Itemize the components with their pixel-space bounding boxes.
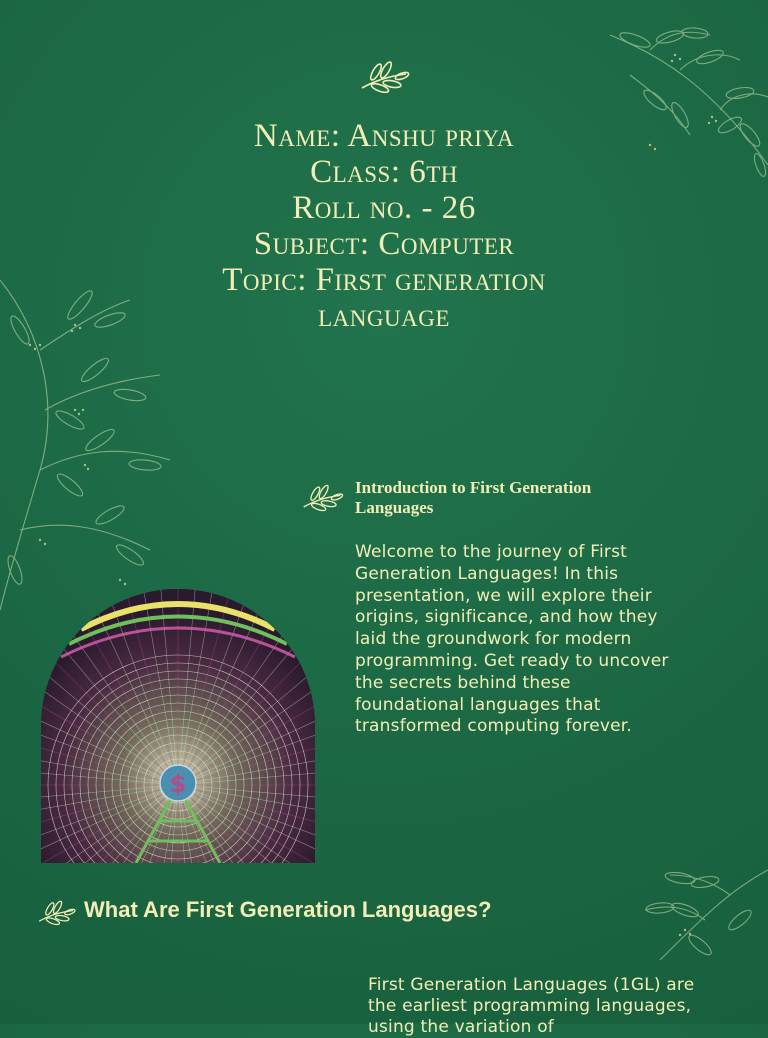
hub-symbol: $ <box>169 770 187 798</box>
leaf-sprig-icon <box>36 898 76 926</box>
student-class: Class: 6th <box>310 154 458 190</box>
topic-line: Topic: First generation <box>222 262 546 298</box>
section-heading: What Are First Generation Languages? <box>84 897 492 922</box>
topic-line-continued: language <box>318 298 450 334</box>
student-name: Name: Anshu priya <box>253 118 515 154</box>
intro-body: Welcome to the journey of First Generation Languages! In this presentation, we will explore their origins, significance, and how they laid the groundwork for modern programming. Get ready to uncover the secrets behind these foundational languages that transformed computing forever. <box>355 542 669 737</box>
title-block <box>134 118 634 334</box>
leaf-sprig-icon <box>358 58 410 94</box>
ferris-wheel-image <box>41 589 315 863</box>
section-body: First Generation Languages (1GL) are the earliest programming languages, using the variation of <box>368 975 695 1037</box>
subject-line: Subject: Computer <box>253 226 515 262</box>
branch-decoration-bottom-right <box>640 860 768 970</box>
leaf-sprig-icon <box>300 482 344 512</box>
roll-number: Roll no. - 26 <box>292 190 476 226</box>
intro-heading: Introduction to First Generation Languages <box>355 478 592 517</box>
